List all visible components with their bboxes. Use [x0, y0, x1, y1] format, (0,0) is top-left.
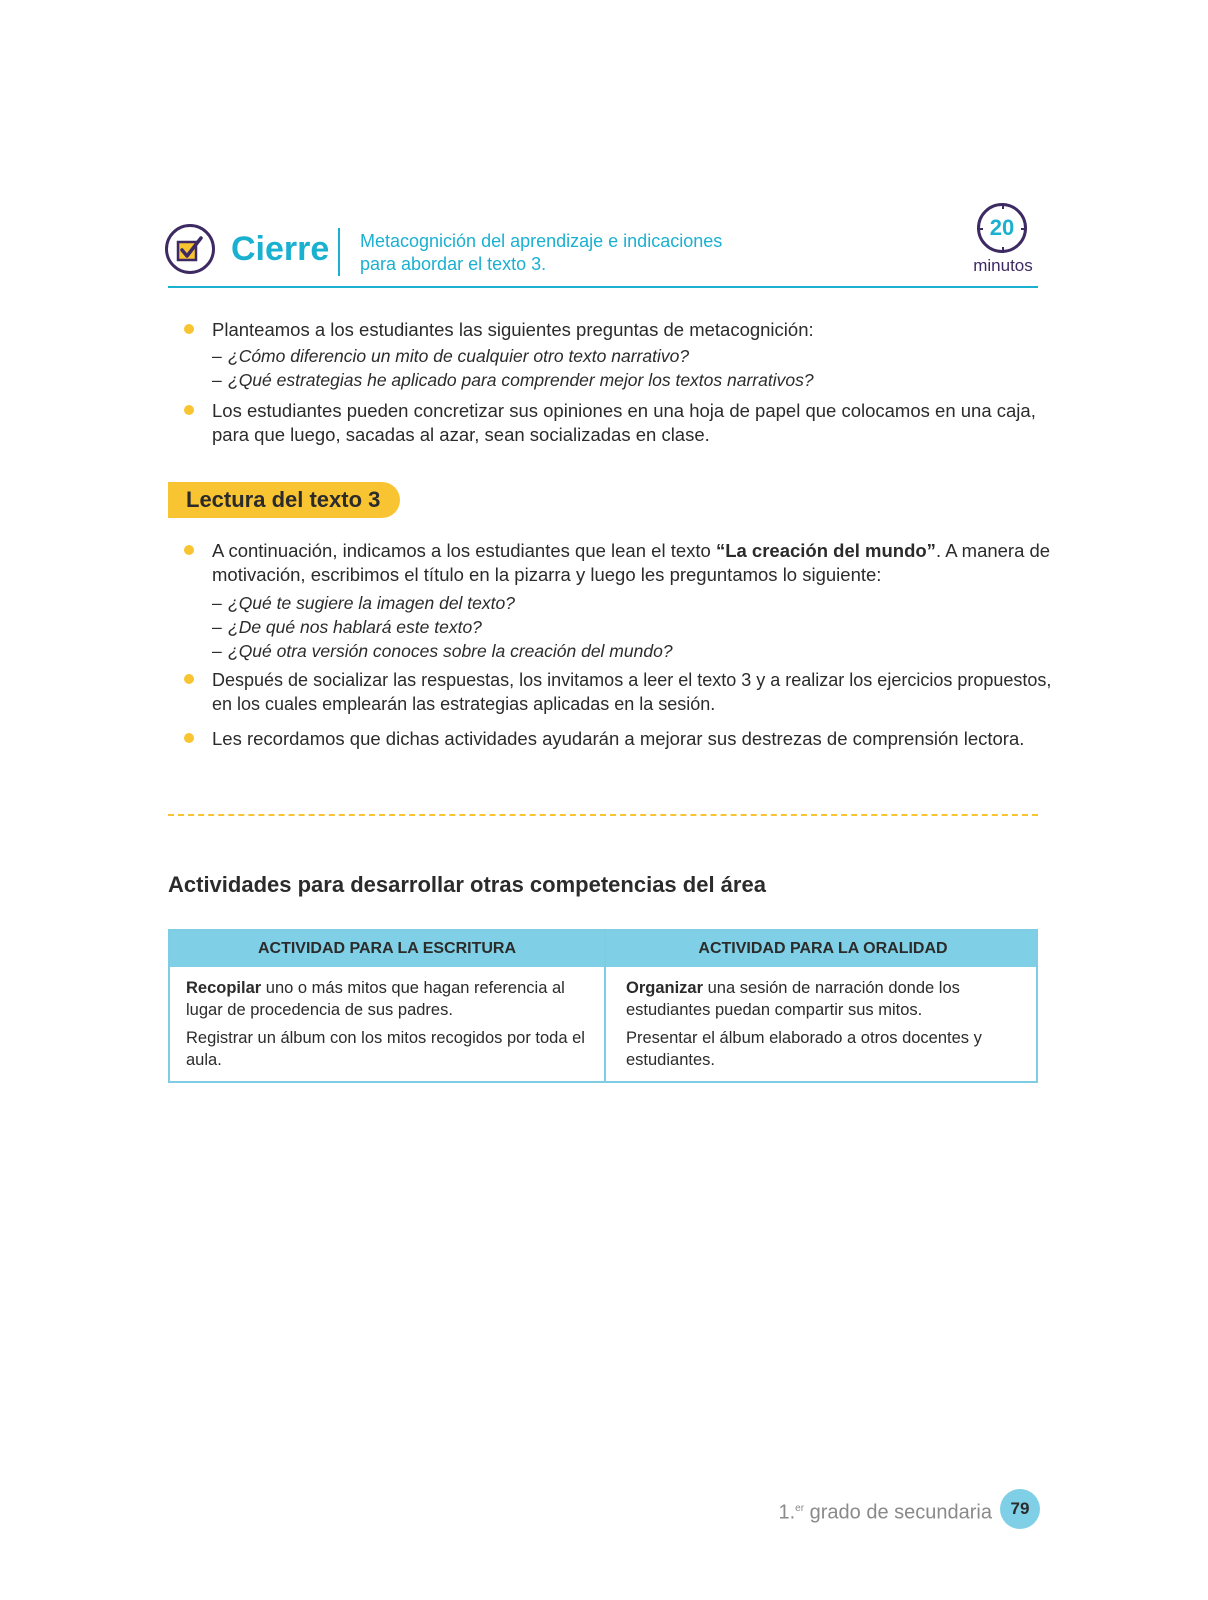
bullet-dot-icon [184, 733, 194, 743]
table-header-oralidad: ACTIVIDAD PARA LA ORALIDAD [698, 940, 948, 957]
timer-unit: minutos [973, 256, 1033, 275]
escritura-paragraph-1: Recopilar uno o más mitos que hagan referencia al lugar de procedencia de sus padres. [186, 979, 565, 1019]
footer-grade: 1.$^{er}$ grado de secundaria [778, 1501, 992, 1524]
cierre-bullet-2: Los estudiantes pueden concretizar sus opiniones en una hoja de papel que colocamos en una caja, para que luego, sacadas al azar, sean socializadas en clase. [212, 400, 1036, 445]
dashed-divider [168, 814, 1038, 816]
timer-icon [977, 203, 1027, 253]
table-header-escritura: ACTIVIDAD PARA LA ESCRITURA [257, 940, 517, 957]
subtitle-line-1: Metacognición del aprendizaje e indicaciones [360, 231, 723, 251]
oralidad-paragraph-2: Presentar el álbum elaborado a otros docentes y estudiantes. [626, 1029, 982, 1069]
lectura-question-3: – ¿Qué otra versión conoces sobre la creación del mundo? [212, 641, 673, 661]
table-cell-oralidad [626, 977, 1026, 1077]
timer-value: 20 [989, 215, 1015, 240]
timer-tick-bottom [1002, 247, 1004, 253]
cierre-bullet-1: Planteamos a los estudiantes las siguientes preguntas de metacognición: [212, 319, 814, 340]
bullet-dot-icon [184, 545, 194, 555]
checkbox-icon [165, 224, 215, 274]
table-cell-escritura [186, 977, 586, 1077]
page-number: 79 [1000, 1489, 1040, 1529]
lectura-bullet-2: Después de socializar las respuestas, los invitamos a leer el texto 3 y a realizar los ejercicios propuestos, en los cuales emplearán las estrategias aplicadas en la sesión. [212, 670, 1052, 714]
activities-table [168, 929, 1038, 1083]
subtitle-line-2: para abordar el texto 3. [360, 254, 547, 274]
activities-heading: Actividades para desarrollar otras competencias del área [168, 872, 766, 897]
cierre-question-2: – ¿Qué estrategias he aplicado para comprender mejor los textos narrativos? [212, 370, 814, 390]
cierre-question-1: – ¿Cómo diferencio un mito de cualquier otro texto narrativo? [212, 346, 690, 366]
escritura-paragraph-2: Registrar un álbum con los mitos recogidos por toda el aula. [186, 1029, 585, 1069]
lectura-title: Lectura del texto 3 [186, 487, 381, 512]
bullet-dot-icon [184, 674, 194, 684]
lectura-question-2: – ¿De qué nos hablará este texto? [212, 617, 482, 637]
bullet-dot-icon [184, 324, 194, 334]
lectura-bullet-3: Les recordamos que dichas actividades ayudarán a mejorar sus destrezas de comprensión lectora. [212, 728, 1025, 749]
header-rule [168, 286, 1038, 288]
oralidad-paragraph-1: Organizar una sesión de narración donde los estudiantes puedan compartir sus mitos. [626, 979, 960, 1019]
lectura-bullet-1: A continuación, indicamos a los estudiantes que lean el texto “La creación del mundo”. A manera de motivación, escribimos el título en la pizarra y luego les preguntamos lo siguiente: [212, 540, 1051, 585]
section-subtitle [360, 230, 780, 276]
timer-tick-top [1002, 203, 1004, 209]
text-title: “La creación del mundo” [715, 540, 936, 561]
lectura-question-1: – ¿Qué te sugiere la imagen del texto? [212, 593, 515, 613]
section-title: Cierre [231, 230, 330, 268]
bullet-dot-icon [184, 405, 194, 415]
header-divider [338, 228, 340, 276]
